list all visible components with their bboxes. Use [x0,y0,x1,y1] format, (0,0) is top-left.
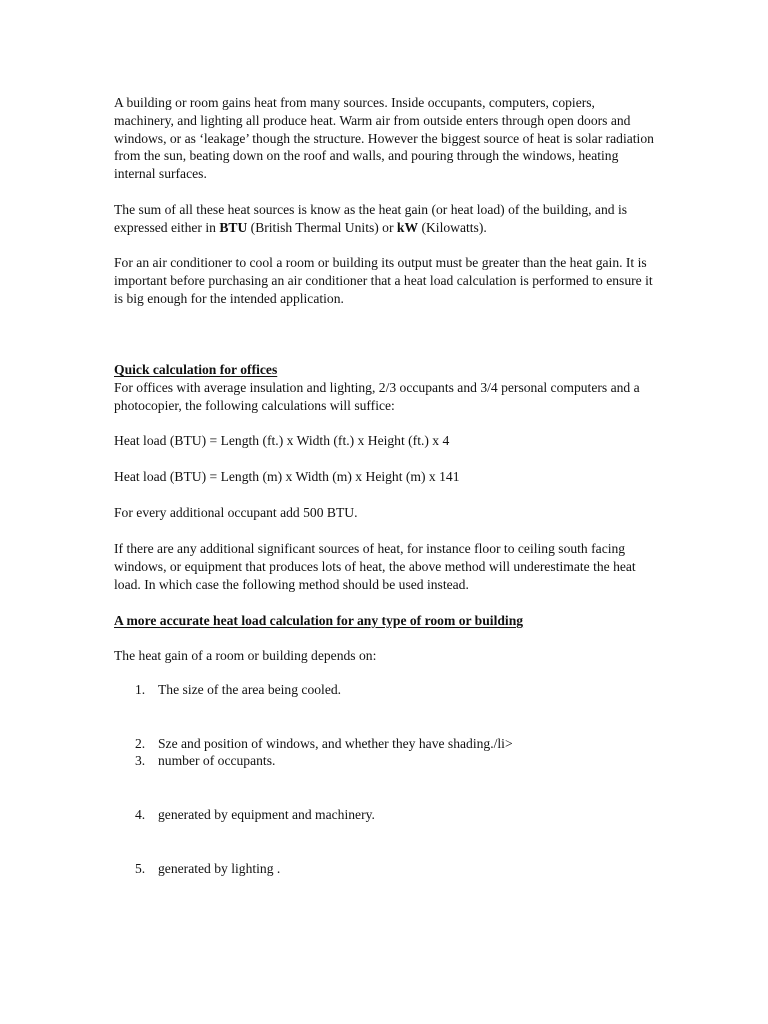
btu-description: (British Thermal Units) or [247,219,397,235]
kw-description: (Kilowatts). [418,219,487,235]
formula-feet: Heat load (BTU) = Length (ft.) x Width (ft.) x Height (ft.) x 4 [114,433,450,448]
quick-calculation-intro: For offices with average insulation and lighting, 2/3 occupants and 3/4 personal computers and a photocopier, the following calculations will suffice: [114,380,640,413]
list-item-text: number of occupants. [158,753,276,768]
intro-paragraph-heat-gain [114,201,654,237]
intro-paragraph-heat-sources: A building or room gains heat from many sources. Inside occupants, computers, copiers, machinery, and lighting all produce heat. Warm air from outside enters through open doors and windows, or as ‘leakage’ though the structure. However the biggest source of heat is solar radiation from the sun, beating down on the roof and walls, and pouring through the windows, heating internal surfaces. [114,95,654,182]
kw-term: kW [396,219,419,235]
list-item-number: 2. [135,736,146,751]
heat-gain-depends-intro: The heat gain of a room or building depends on: [114,648,377,663]
formula-metres: Heat load (BTU) = Length (m) x Width (m) x Height (m) x 141 [114,469,460,484]
list-item-number: 4. [135,807,146,822]
list-item-number: 1. [135,682,146,697]
list-item-text: The size of the area being cooled. [158,682,342,697]
list-item-text: generated by equipment and machinery. [158,807,375,822]
underestimate-warning: If there are any additional significant sources of heat, for instance floor to ceiling south facing windows, or equipment that produces lots of heat, the above method will underestimate the heat load. In which case the following method should be used instead. [114,541,636,592]
list-item-number: 3. [135,753,146,768]
quick-calculation-heading: Quick calculation for offices [114,362,278,377]
intro-paragraph-air-conditioner: For an air conditioner to cool a room or building its output must be greater than the heat gain. It is important before purchasing an air conditioner that a heat load calculation is performed to ensure it is big enough for the intended application. [114,255,653,306]
btu-term: BTU [219,219,248,235]
additional-occupant-note: For every additional occupant add 500 BTU. [114,505,358,520]
heat-gain-text: The sum of all these heat sources is know as the heat gain (or heat load) of the building, and is expressed either in [114,202,628,235]
list-item-text: Sze and position of windows, and whether they have shading./li> [158,736,513,751]
list-item-text: generated by lighting . [158,861,281,876]
list-item-number: 5. [135,861,146,876]
accurate-calculation-heading: A more accurate heat load calculation for any type of room or building [114,613,524,628]
